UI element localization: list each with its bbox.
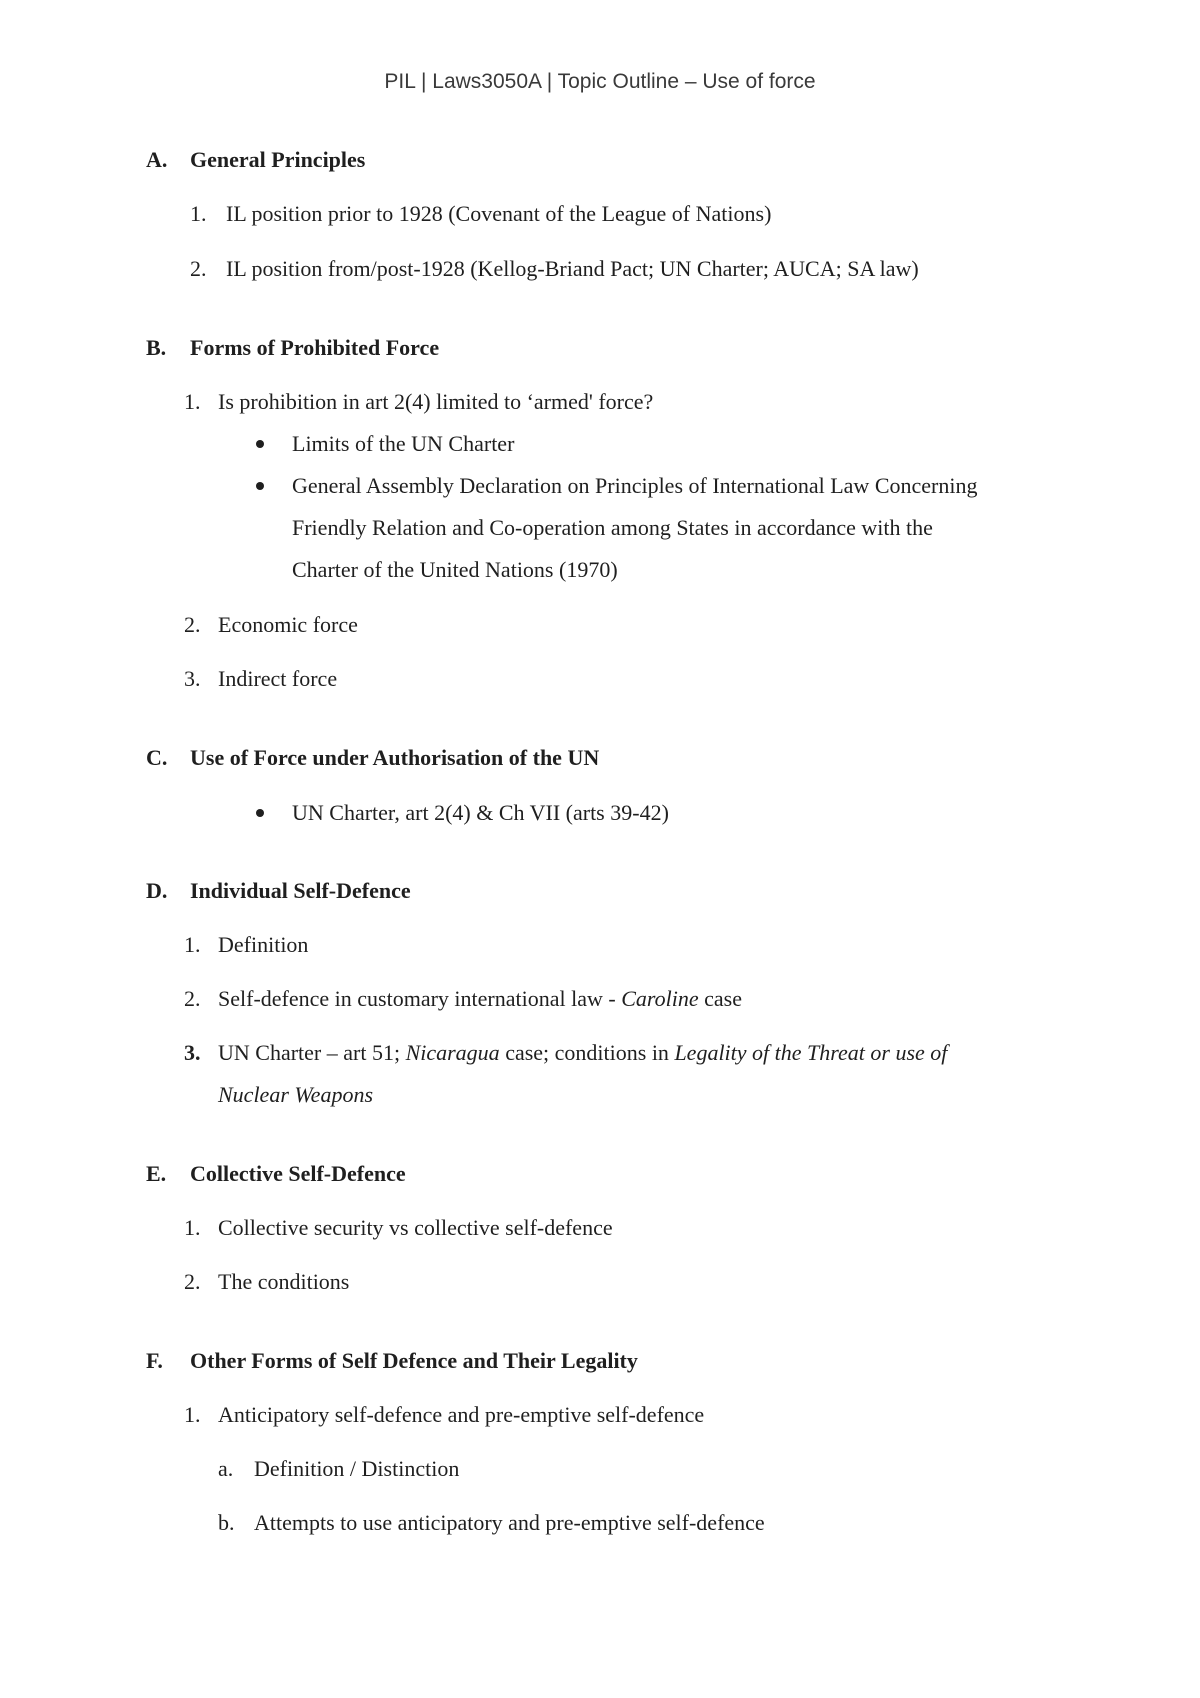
section-b-bullet1-text: Limits of the UN Charter [292,431,515,456]
section-f-item1-text: Anticipatory self-defence and pre-emptive self-defence [218,1402,705,1427]
section-b-bullet2-line3: Charter of the United Nations (1970) [292,557,618,582]
section-d-item2-num: 2. [184,986,201,1011]
section-b-title: Forms of Prohibited Force [190,335,440,360]
section-b-bullet2-line1: General Assembly Declaration on Principles of International Law Concerning [292,473,978,498]
page-header: PIL | Laws3050A | Topic Outline – Use of force [384,70,816,93]
section-d-title: Individual Self-Defence [190,878,411,903]
section-d-item1-num: 1. [184,932,201,957]
section-b-item1-text: Is prohibition in art 2(4) limited to ‘armed' force? [218,389,654,414]
section-f-subitem-a-num: a. [218,1456,234,1481]
section-d-letter: D. [146,878,168,903]
section-f-subitem-b-num: b. [218,1510,235,1535]
section-d-item3-text: UN Charter – art 51; Nicaragua case; conditions in Legality of the Threat or use of [218,1040,948,1065]
section-f-subitem-b-text: Attempts to use anticipatory and pre-emptive self-defence [254,1510,765,1535]
section-b-letter: B. [146,335,167,360]
section-e-letter: E. [146,1161,167,1186]
section-a-item1-text: IL position prior to 1928 (Covenant of the League of Nations) [226,201,772,226]
section-e-title: Collective Self-Defence [190,1161,406,1186]
section-e-item2-text: The conditions [218,1269,350,1294]
section-b-item3-num: 3. [184,666,201,691]
bullet-icon [256,482,264,490]
section-e-item1-num: 1. [184,1215,201,1240]
section-a-item1-num: 1. [190,201,207,226]
section-a-title: General Principles [190,147,366,172]
section-b-item2-text: Economic force [218,612,358,637]
section-c-letter: C. [146,745,168,770]
case-name-nuclear-weapons: Legality of the Threat or use of [674,1040,948,1065]
section-f-item1-num: 1. [184,1402,201,1427]
section-a-item2-text: IL position from/post-1928 (Kellog-Briand Pact; UN Charter; AUCA; SA law) [226,256,919,281]
section-e-item1-text: Collective security vs collective self-defence [218,1215,613,1240]
bullet-icon [256,440,264,448]
section-b-item3-text: Indirect force [218,666,338,691]
section-a-item2-num: 2. [190,256,207,281]
section-c-bullet-text: UN Charter, art 2(4) & Ch VII (arts 39-42) [292,800,669,825]
section-d-item1-text: Definition [218,932,309,957]
case-name-nicaragua: Nicaragua [405,1040,500,1065]
section-d-item3-num: 3. [184,1040,201,1065]
section-e-item2-num: 2. [184,1269,201,1294]
section-d-item3-line2: Nuclear Weapons [218,1082,374,1107]
bullet-icon [256,809,264,817]
section-b-bullet2-line2: Friendly Relation and Co-operation among States in accordance with the [292,515,933,540]
section-b-item1-num: 1. [184,389,201,414]
section-a-letter: A. [146,147,168,172]
section-b-item2-num: 2. [184,612,201,637]
section-d-item2-text: Self-defence in customary international law - Caroline case [218,986,742,1011]
section-f-letter: F. [146,1348,163,1373]
section-c-title: Use of Force under Authorisation of the UN [190,745,600,770]
section-f-title: Other Forms of Self Defence and Their Legality [190,1348,638,1373]
section-f-subitem-a-text: Definition / Distinction [254,1456,460,1481]
case-name-caroline: Caroline [621,986,699,1011]
